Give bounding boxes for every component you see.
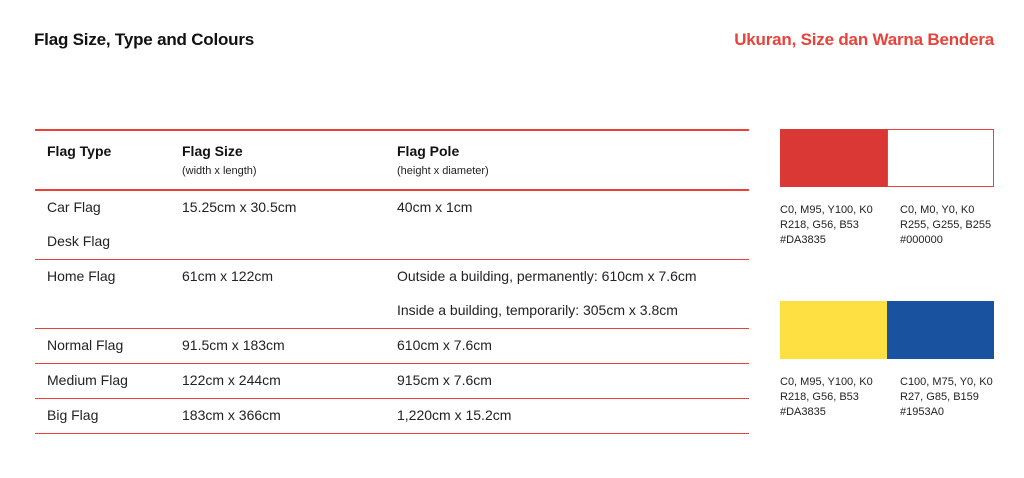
cell-flag-size: 122cm x 244cm (182, 372, 281, 388)
red-color-codes: C0, M95, Y100, K0 R218, G56, B53 #DA3835 (780, 204, 873, 246)
cell-flag-pole: 40cm x 1cm (397, 199, 473, 215)
table-header (35, 131, 749, 191)
color-swatch-pair-red-white (780, 129, 994, 187)
cell-flag-size: 15.25cm x 30.5cm (182, 199, 297, 215)
yellow-color-codes: C0, M95, Y100, K0 R218, G56, B53 #DA3835 (780, 376, 873, 418)
column-header-flag-type: Flag Type (47, 143, 112, 159)
cell-flag-type: Medium Flag (47, 372, 128, 388)
cell-flag-type: Big Flag (47, 407, 99, 423)
blue-swatch (887, 301, 994, 359)
table-row-group (35, 399, 749, 434)
cell-flag-pole: Outside a building, permanently: 610cm x 7.6cm (397, 268, 697, 284)
table-row (35, 294, 749, 328)
white-color-codes: C0, M0, Y0, K0 R255, G255, B255 #000000 (900, 204, 992, 246)
table-row (35, 399, 749, 433)
blue-color-codes: C100, M75, Y0, K0 R27, G85, B159 #1953A0 (900, 376, 993, 418)
cell-flag-pole: 1,220cm x 15.2cm (397, 407, 512, 423)
color-swatch-pair-yellow-blue (780, 301, 994, 359)
cell-flag-pole: 915cm x 7.6cm (397, 372, 492, 388)
cell-flag-type: Normal Flag (47, 337, 124, 353)
cell-flag-pole: 610cm x 7.6cm (397, 337, 492, 353)
cell-flag-type: Car Flag (47, 199, 101, 215)
cell-flag-pole: Inside a building, temporarily: 305cm x 3.8cm (397, 302, 678, 318)
red-swatch (780, 129, 887, 187)
flag-table (35, 129, 749, 434)
column-header-flag-pole: Flag Pole (height x diameter) (397, 143, 489, 177)
table-row-group (35, 260, 749, 329)
column-header-flag-size: Flag Size (width x length) (182, 143, 257, 177)
page-title-alt: Ukuran, Size dan Warna Bendera (734, 30, 994, 49)
cell-flag-size: 61cm x 122cm (182, 268, 274, 284)
table-row-group (35, 364, 749, 399)
table-row (35, 260, 749, 294)
table-row-group (35, 191, 749, 260)
table-row (35, 225, 749, 259)
table-row-group (35, 329, 749, 364)
page-title: Flag Size, Type and Colours (34, 30, 255, 49)
yellow-swatch (780, 301, 887, 359)
cell-flag-size: 183cm x 366cm (182, 407, 281, 423)
table-row (35, 329, 749, 363)
table-row (35, 364, 749, 398)
cell-flag-type: Home Flag (47, 268, 116, 284)
table-row (35, 191, 749, 225)
cell-flag-size: 91.5cm x 183cm (182, 337, 285, 353)
cell-flag-type: Desk Flag (47, 233, 111, 249)
white-swatch (887, 129, 994, 187)
